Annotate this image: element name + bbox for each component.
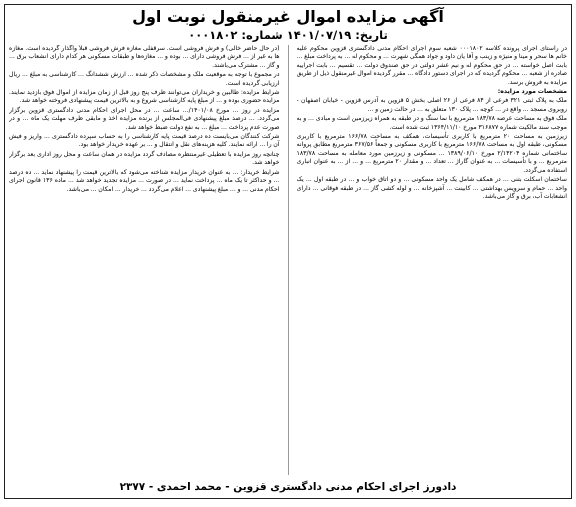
notice-signature: دادورز اجرای احکام مدنی دادگستری قزوین - محمد احمدی - ۲۳۷۷ [119,481,457,493]
paragraph: ملک به پلاک ثبتی ۳۲۱ فرعی از ۸۴ فرعی از ۲۶ اصلی بخش ۵ قزوین به آدرس قزوین - خیابان اصفهان - روبروی مسجد ... واقع در ... کوچه ... پلاک ۱۳۰ متعلق به ... در حالت زمین و ... [296,97,567,113]
paragraph: مزایده در روز ... مورخ ۱۴۰۱/۰۸/... ساعت ... در محل اجرای احکام مدنی دادگستری قزوین برگزار می‌گردد. ... درصد مبلغ پیشنهادی فی‌المجلس از برنده مزایده اخذ و مابقی ظرف مهلت یک ماه ... و در صورت عدم پرداخت ... مبلغ ... به نفع دولت ضبط خواهد شد. [9,106,280,131]
column-divider [288,45,289,475]
paragraph: زیرزمین به مساحت ۲۰ مترمربع با کاربری تأسیسات، همکف به مساحت ۱۶۶/۷۸ مترمربع با کاربری مسکونی، طبقه اول به مساحت ۱۶۶/۷۸ مترمربع با کاربری مسکونی و جمعاً ۳۶۷/۵۶ مترمربع مطابق پروانه ساختمانی شماره ۲/۱۴۲۰۴ مورخ ۱۳۸۹/۰۶/۱۰ ... مسکونی و زیرزمین مورد معامله به مساحت ۱۸۳/۷۸ مترمربع ... و با تأسیسات ... به عنوان گاراژ ... تعداد ... و مقدار ۲۰ مترمربع ... و ... از ... به عنوان انباری استفاده می‌گردد. [296,133,567,174]
left-column [9,45,280,475]
right-column [297,45,568,475]
paragraph: ساختمان اسکلت بتنی ... در همکف شامل یک واحد مسکونی ... و دو اتاق خواب و ... در طبقه اول ... یک واحد ... حمام و سرویس بهداشتی ... کابینت ... آشپزخانه ... و لوله کشی گاز ... در طبقه فوقانی ... دارای انشعابات آب، برق و گاز می‌باشد. [296,176,567,200]
notice-body [9,45,567,475]
paragraph: در مجموع با توجه به موقعیت ملک و مشخصات ذکر شده ... ارزش ششدانگ ... کارشناسی به مبلغ ... ریال ارزیابی گردیده است. [9,71,280,87]
notice-date-number: تاریخ: ۱۴۰۱/۰۷/۱۹ شماره: ۰۰۰۱۸۰۲ [188,28,388,42]
notice-title: آگهی مزایده اموال غیرمنقول نوبت اول [132,7,444,26]
paragraph: شرایط خریدار: ... به عنوان خریدار مزایده شناخته می‌شود که بالاترین قیمت را پیشنهاد نماید ... ده درصد ... و حداکثر تا یک ماه ... پرداخت نماید ... در صورت ... مزایده تجدید خواهد شد ... ماده ۱۳۶ قانون اجرای احکام مدنی ... و ... مبلغ پیشنهادی ... اعلام می‌گردد ... خریدار ... امکان ... می‌باشد. [9,168,280,193]
paragraph: شرکت کنندگان می‌بایست ده درصد قیمت پایه کارشناسی را به حساب سپرده دادگستری ... واریز و فیش آن را ... ارائه نمایند. کلیه هزینه‌های نقل و انتقال و ... بر عهده خریدار خواهد بود. [9,133,280,149]
paragraph: (در حال حاضر خالی) و فرش فروشی است. سرقفلی مغازه فرش فروشی قبلاً واگذار گردیده است. مغازه ها به غیر از ... فرش فروشی دارای ... بوده و ... مغازه‌ها و طبقات مسکونی هر کدام دارای انشعاب برق ... و گاز ... مشترک می‌باشند. [9,45,280,69]
paragraph: در راستای اجرای پرونده کلاسه ۰۰۰۱۸۰۲ شعبه سوم اجرای احکام مدنی دادگستری قزوین محکوم علیه خانم ها سحر و مینا و منیژه و زینب و آقا یان داود و جواد همگی شهرت ... و محکوم له ... به پرداخت مبلغ ... بابت اصل خواسته ... در حق محکوم له و نیم عشر دولتی در حق صندوق دولت ... تقسیم ... بابت اجراییه صادره از شعبه ... محکوم گردیده که در اجرای دستور دادگاه ... مقرر گردیده اموال غیرمنقول ذیل از طریق مزایده به فروش برسد. [296,45,567,86]
auction-notice [4,4,572,499]
paragraph: ملک فوق به مساحت عرصه ۱۸۳/۷۸ مترمربع با نما سنگ و در طبقه به همراه زیرزمین است و مبادی ... و به موجب سند مالکیت شماره ۳۱۶۸۷۷ مورخ ۱۳۶۴/۱۱/۱۰ ثبت شده است. [296,115,567,131]
paragraph: چنانچه روز مزایده با تعطیلی غیرمنتظره مصادف گردد مزایده در همان ساعت و محل روز اداری بعد برگزار خواهد شد. [9,150,280,167]
paragraph: مشخصات مورد مزایده: [497,88,567,96]
paragraph: شرایط مزایده: طالبین و خریداران می‌توانند ظرف پنج روز قبل از زمان مزایده از اموال فوق بازدید نمایند. مزایده حضوری بوده و ... از مبلغ پایه کارشناسی شروع و به بالاترین قیمت پیشنهادی فروخته خواهد شد. [9,89,280,105]
